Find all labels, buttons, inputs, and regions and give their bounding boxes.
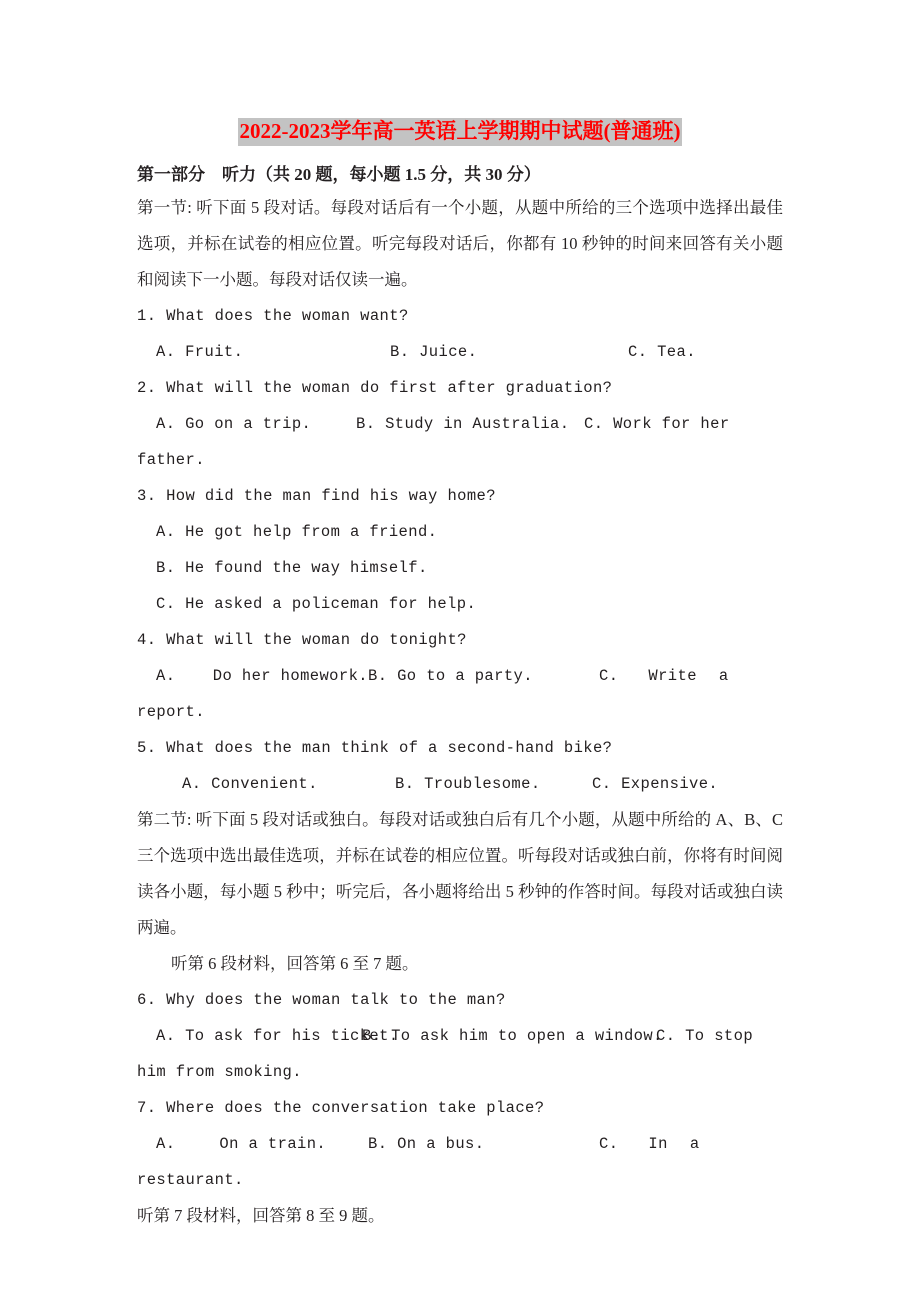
question-6-option-a[interactable]: A. To ask for his ticket. <box>156 1027 399 1045</box>
question-4-option-c-label: C. <box>599 667 619 685</box>
question-3-option-b[interactable]: B. He found the way himself. <box>156 559 428 577</box>
question-6-stem: 6. Why does the woman talk to the man? <box>137 991 506 1009</box>
question-2-option-a[interactable]: A. Go on a trip. <box>156 415 312 433</box>
question-7-option-c[interactable] <box>599 1126 700 1162</box>
question-6-options <box>137 1018 783 1054</box>
page-title: 2022-2023学年高一英语上学期期中试题(普通班) <box>238 118 683 146</box>
question-7-option-a-label: A. <box>156 1135 176 1153</box>
question-7-option-c-word2: a <box>689 1135 700 1153</box>
question-2-option-b[interactable]: B. Study in Australia. <box>356 415 570 433</box>
question-7-option-c-word1: In <box>648 1135 668 1153</box>
question-6-option-c-continuation: him from smoking. <box>137 1063 302 1081</box>
question-5-option-b[interactable]: B. Troublesome. <box>395 775 541 793</box>
question-2-option-c-continuation: father. <box>137 451 205 469</box>
question-7-option-b[interactable]: B. On a bus. <box>368 1135 485 1153</box>
question-4-stem: 4. What will the woman do tonight? <box>137 631 467 649</box>
question-4-option-a-label: A. <box>156 667 176 685</box>
material-7-label: 听第 7 段材料，回答第 8 至 9 题。 <box>137 1206 385 1225</box>
question-5-option-c[interactable]: C. Expensive. <box>592 775 719 793</box>
question-5-option-a[interactable]: A. Convenient. <box>182 775 318 793</box>
question-4-option-a-text: Do her homework. <box>212 667 368 685</box>
question-4-option-a[interactable] <box>156 658 368 694</box>
option-spacer <box>175 1126 219 1162</box>
document-title-row <box>137 118 783 146</box>
question-4-option-b[interactable]: B. Go to a party. <box>368 667 533 685</box>
question-3-stem: 3. How did the man find his way home? <box>137 487 496 505</box>
question-6-option-c[interactable]: C. To stop <box>656 1027 754 1045</box>
question-2-options <box>137 406 783 442</box>
question-7-option-c-label: C. <box>599 1135 619 1153</box>
question-5-stem: 5. What does the man think of a second-hand bike? <box>137 739 613 757</box>
question-5-options <box>137 766 783 802</box>
question-4-option-c-word1: Write <box>648 667 697 685</box>
question-1-option-b[interactable]: B. Juice. <box>390 343 478 361</box>
question-3-option-c[interactable]: C. He asked a policeman for help. <box>156 595 477 613</box>
question-1-option-a[interactable]: A. Fruit. <box>156 343 244 361</box>
question-1-option-c[interactable]: C. Tea. <box>628 343 696 361</box>
question-2-option-c[interactable]: C. Work for her <box>584 415 730 433</box>
section-one-instruction: 第一节: 听下面 5 段对话。每段对话后有一个小题，从题中所给的三个选项中选择出最佳选项，并标在试卷的相应位置。听完每段对话后，你都有 10 秒钟的时间来回答有关小题和阅读下一小题。每段对话仅读一遍。 <box>137 198 783 289</box>
question-4-options <box>137 658 783 694</box>
question-4-option-c[interactable] <box>599 658 729 694</box>
section-two-instruction: 第二节: 听下面 5 段对话或独白。每段对话或独白后有几个小题，从题中所给的 A、B、C 三个选项中选出最佳选项，并标在试卷的相应位置。听每段对话或独白前，你将有时间阅读各小题，每小题 5 秒中；听完后，各小题将给出 5 秒钟的作答时间。每段对话或独白读两遍。 <box>137 810 783 937</box>
option-spacer <box>668 1126 690 1162</box>
part-one-heading: 第一部分 听力（共 20 题，每小题 1.5 分，共 30 分） <box>137 165 541 184</box>
document-content <box>137 0 783 1234</box>
question-7-option-a[interactable] <box>156 1126 368 1162</box>
question-1-options <box>137 334 783 370</box>
question-1-stem: 1. What does the woman want? <box>137 307 409 325</box>
question-7-option-c-continuation: restaurant. <box>137 1171 244 1189</box>
question-2-stem: 2. What will the woman do first after graduation? <box>137 379 613 397</box>
question-7-options <box>137 1126 783 1162</box>
option-spacer <box>618 658 648 694</box>
option-spacer <box>175 658 212 694</box>
question-6-option-b[interactable]: B. To ask him to open a window. <box>362 1027 663 1045</box>
question-4-option-c-continuation: report. <box>137 703 205 721</box>
option-spacer <box>697 658 719 694</box>
question-7-option-a-text: On a train. <box>219 1135 327 1153</box>
question-7-stem: 7. Where does the conversation take place? <box>137 1099 545 1117</box>
question-4-option-c-word2: a <box>718 667 729 685</box>
material-6-label: 听第 6 段材料，回答第 6 至 7 题。 <box>171 954 419 973</box>
option-spacer <box>618 1126 648 1162</box>
question-3-option-a[interactable]: A. He got help from a friend. <box>156 523 438 541</box>
